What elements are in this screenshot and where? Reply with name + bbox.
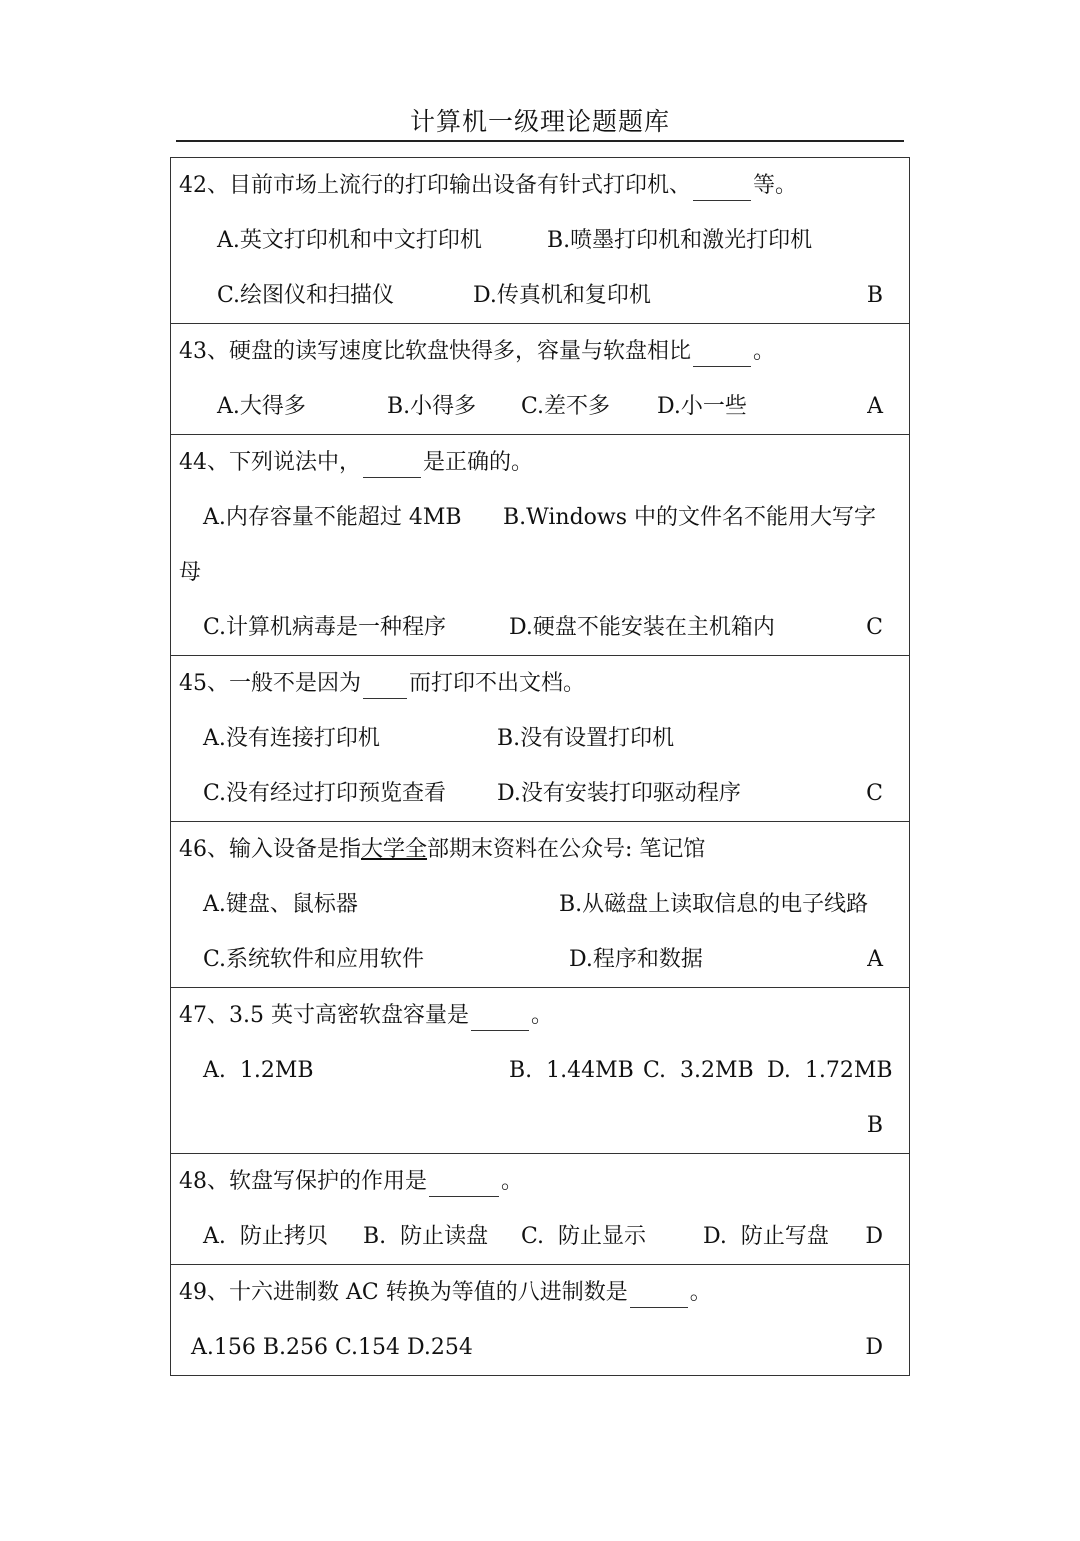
stem-underlined-text: 大学全 <box>361 837 428 862</box>
option-c: C. 3.2MB <box>643 1058 754 1083</box>
answer: D <box>865 1335 883 1360</box>
option-a: A.英文打印机和中文打印机 <box>217 228 482 253</box>
stem-text: 44、下列说法中， <box>179 450 361 475</box>
question-49 <box>171 1264 909 1375</box>
stem-text: 是正确的。 <box>423 450 534 475</box>
blank <box>363 449 421 478</box>
stem-text: 42、目前市场上流行的打印输出设备有针式打印机、 <box>179 173 691 198</box>
question-44 <box>171 434 909 655</box>
answer: A <box>867 947 883 972</box>
option-b: B.Windows 中的文件名不能用大写字 <box>503 505 877 530</box>
option-a: A.大得多 <box>217 394 306 419</box>
option-a: A.没有连接打印机 <box>203 726 380 751</box>
stem-text: 。 <box>689 1280 712 1305</box>
option-b: B. 1.44MB <box>509 1058 634 1083</box>
stem-text: 等。 <box>753 173 798 198</box>
stem-text: 。 <box>501 1169 524 1194</box>
option-b: B.从磁盘上读取信息的电子线路 <box>559 892 869 917</box>
title-divider <box>176 140 904 142</box>
stem-text: 49、十六进制数 AC 转换为等值的八进制数是 <box>179 1280 628 1305</box>
answer: C <box>866 615 883 640</box>
blank <box>693 172 751 201</box>
options-inline: A.156 B.256 C.154 D.254 <box>191 1335 473 1360</box>
option-b: B. 防止读盘 <box>363 1224 489 1249</box>
option-c: C.绘图仪和扫描仪 <box>217 283 395 308</box>
option-b-continued: 母 <box>179 560 202 585</box>
option-d: D.硬盘不能安装在主机箱内 <box>509 615 775 640</box>
option-d: D.小一些 <box>657 394 747 419</box>
stem-text: 。 <box>753 339 776 364</box>
question-table <box>170 157 910 1376</box>
question-45 <box>171 655 909 821</box>
option-d: D. 1.72MB <box>767 1058 893 1083</box>
blank <box>630 1279 688 1308</box>
blank <box>693 338 751 367</box>
blank <box>363 670 407 699</box>
stem-text: 45、一般不是因为 <box>179 671 361 696</box>
option-b: B.喷墨打印机和激光打印机 <box>547 228 813 253</box>
answer: D <box>865 1224 883 1249</box>
stem-text: 。 <box>530 1003 553 1028</box>
stem-text: 而打印不出文档。 <box>409 671 586 696</box>
blank <box>471 1002 529 1031</box>
question-46 <box>171 821 909 987</box>
option-c: C.差不多 <box>521 394 611 419</box>
question-43 <box>171 323 909 434</box>
option-c: C.计算机病毒是一种程序 <box>203 615 447 640</box>
option-b: B.小得多 <box>387 394 477 419</box>
question-stem <box>171 158 909 213</box>
option-c: C. 防止显示 <box>521 1224 647 1249</box>
stem-text: 46、输入设备是指 <box>179 837 361 862</box>
stem-text: 部期末资料在公众号: 笔记馆 <box>427 837 706 862</box>
answer: C <box>866 781 883 806</box>
page-title: 计算机一级理论题题库 <box>409 107 670 136</box>
option-d: D.没有安装打印驱动程序 <box>497 781 741 806</box>
stem-text: 47、3.5 英寸高密软盘容量是 <box>179 1003 469 1028</box>
option-b: B.没有设置打印机 <box>497 726 675 751</box>
option-d: D.传真机和复印机 <box>473 283 651 308</box>
answer: B <box>866 1113 883 1138</box>
answer: B <box>866 283 883 308</box>
option-a: A. 1.2MB <box>203 1058 314 1083</box>
option-d: D. 防止写盘 <box>703 1224 829 1249</box>
option-c: C.系统软件和应用软件 <box>203 947 425 972</box>
question-47 <box>171 987 909 1153</box>
answer: A <box>867 394 883 419</box>
option-c: C.没有经过打印预览查看 <box>203 781 447 806</box>
option-a: A.键盘、鼠标器 <box>203 892 358 917</box>
stem-text: 43、硬盘的读写速度比软盘快得多，容量与软盘相比 <box>179 339 691 364</box>
option-a: A. 防止拷贝 <box>203 1224 328 1249</box>
question-48 <box>171 1153 909 1264</box>
stem-text: 48、软盘写保护的作用是 <box>179 1169 427 1194</box>
option-d: D.程序和数据 <box>569 947 703 972</box>
question-42 <box>171 158 909 323</box>
blank <box>429 1168 499 1197</box>
option-a: A.内存容量不能超过 4MB <box>203 505 462 530</box>
